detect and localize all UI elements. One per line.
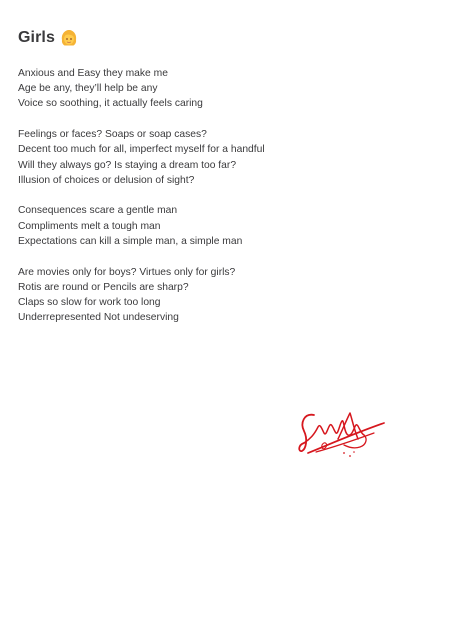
poem-line: Underrepresented Not undeserving [18,312,179,324]
poem-title: Girls [18,29,55,46]
blond-woman-emoji-icon [60,29,78,47]
poem-line: Voice so soothing, it actually feels caring [18,98,203,110]
poem-line: Consequences scare a gentle man [18,205,178,217]
poem-line: Age be any, they’ll help be any [18,83,158,95]
stanza-3 [18,203,458,249]
poem-line: Expectations can kill a simple man, a simple man [18,235,243,247]
poem-line: Compliments melt a tough man [18,220,161,232]
poem-line: Rotis are round or Pencils are sharp? [18,281,189,293]
poem-line: Claps so slow for work too long [18,296,161,308]
handwritten-signature [294,405,390,461]
poem-line: Will they always go? Is staying a dream too far? [18,159,237,171]
stanza-4 [18,265,458,326]
poem-line: Illusion of choices or delusion of sight? [18,174,195,186]
poem-line: Decent too much for all, imperfect myself for a handful [18,144,265,156]
poem-line: Anxious and Easy they make me [18,68,168,79]
poem-line: Are movies only for boys? Virtues only for girls? [18,266,236,278]
poem-line: Feelings or faces? Soaps or soap cases? [18,129,207,141]
title-row [18,29,78,47]
poem-body [18,66,458,341]
stanza-2 [18,127,458,188]
stanza-1 [18,66,458,112]
